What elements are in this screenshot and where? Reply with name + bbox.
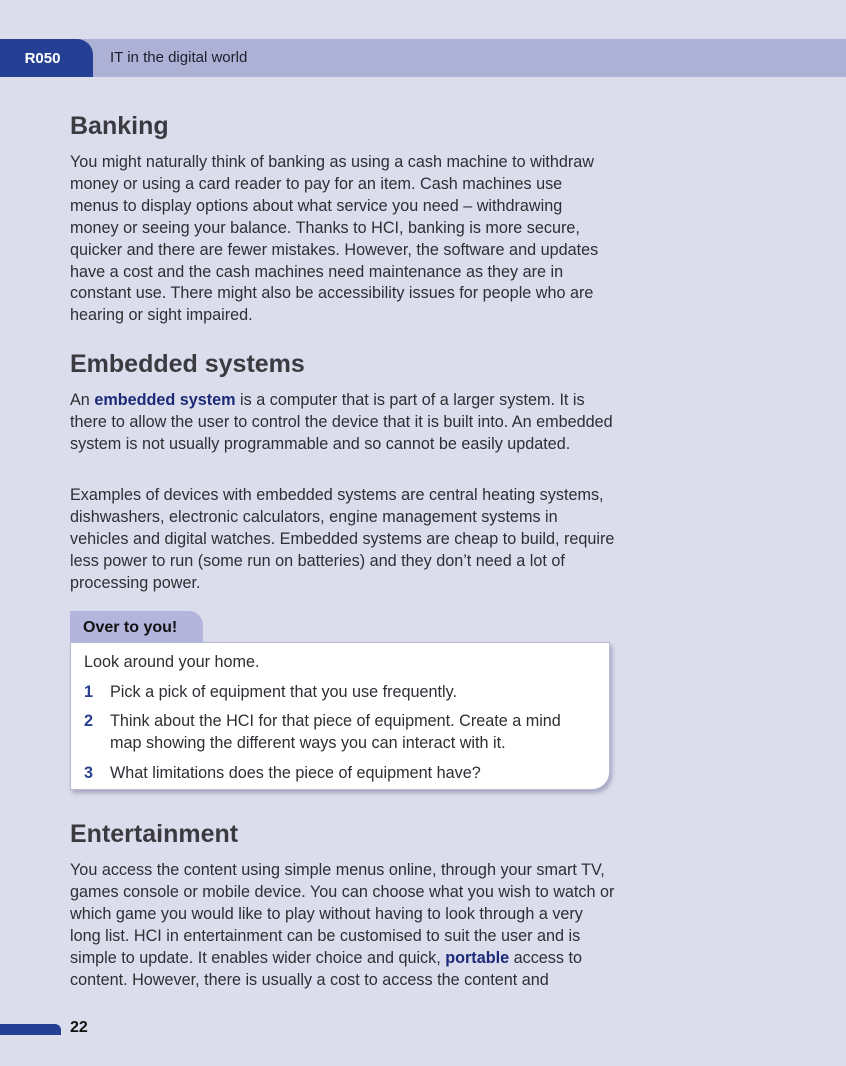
task-number: 1 — [84, 683, 94, 701]
heading-entertainment: Entertainment — [70, 820, 239, 848]
text-span: is a computer that is part of a larger system. It is there to allow the user to control the device that it is built into. An embedded system is not usually programmable and so cannot be easily updated. — [70, 391, 613, 453]
text-span: You access the content using simple menus online, through your smart TV, games console or mobile device. You can choose what you wish to watch or which game you would like to play without having to look through a very long list. HCI in entertainment can be customised to suit the user and is simple to update. It enables wider choice and quick, — [70, 861, 615, 967]
unit-code-badge: R050 — [0, 39, 93, 77]
keyword-embedded-system: embedded system — [94, 391, 236, 409]
footer-accent-bar — [0, 1024, 61, 1035]
paragraph-entertainment — [70, 860, 615, 991]
paragraph-embedded-examples: Examples of devices with embedded systems are central heating systems, dishwashers, electronic calculators, engine management systems in vehicles and digital watches. Embedded systems are cheap to build, require less power to run (some run on batteries) and they don’t need a lot of processing power. — [70, 486, 615, 592]
text-span: An — [70, 391, 95, 409]
keyword-portable: portable — [445, 948, 510, 967]
activity-task — [84, 681, 594, 703]
task-number: 2 — [84, 712, 94, 730]
activity-task — [84, 710, 594, 754]
text-span: access to content. However, there is usually a cost to access the content and — [70, 948, 582, 989]
paragraph-embedded-definition — [70, 390, 615, 456]
activity-intro: Look around your home. — [84, 653, 260, 671]
over-to-you-box — [70, 642, 610, 790]
activity-task — [84, 762, 594, 784]
heading-embedded-systems: Embedded systems — [70, 350, 305, 378]
over-to-you-tab: Over to you! — [70, 611, 203, 643]
task-text: Think about the HCI for that piece of equipment. Create a mind map showing the different ways you can interact with it. — [110, 712, 561, 752]
task-number: 3 — [84, 764, 94, 782]
page-number: 22 — [70, 1019, 88, 1036]
heading-banking: Banking — [70, 112, 169, 140]
paragraph-banking: You might naturally think of banking as using a cash machine to withdraw money or using a card reader to pay for an item. Cash machines use menus to display options about what service you need – withdrawing money or seeing your balance. Thanks to HCI, banking is more secure, quicker and there are fewer mistakes. However, the software and updates have a cost and the cash machines need maintenance as they are in constant use. There might also be accessibility issues for people who are hearing or sight impaired. — [70, 153, 599, 325]
running-header-title: IT in the digital world — [110, 49, 248, 66]
task-text: Pick a pick of equipment that you use frequently. — [110, 683, 458, 701]
task-text: What limitations does the piece of equipment have? — [110, 764, 481, 782]
